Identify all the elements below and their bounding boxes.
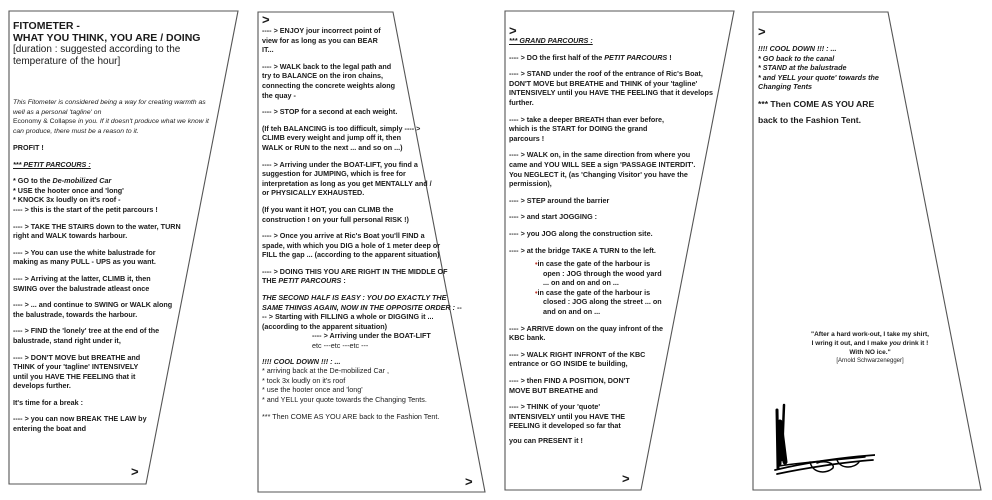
- step-first-half-petit: PETIT PARCOURS: [604, 52, 668, 62]
- step-first-half-end: !: [667, 52, 672, 62]
- start-item-4: ---- > this is the start of the petit parcours !: [13, 204, 158, 214]
- quote-line-2: [790, 339, 950, 348]
- panel-4: [758, 44, 908, 128]
- panel-1: [13, 20, 231, 434]
- duration-note: [duration : suggested according to the temperature of the hour]: [13, 44, 181, 67]
- cooldown-item-3: * use the hooter once and 'long': [262, 385, 363, 395]
- cooldown-item-4: * and YELL your quote towards the Changing Tents.: [262, 395, 427, 404]
- start-item-1-car: De-mobilized Car: [52, 176, 112, 186]
- quote-line-2c: drink it !: [900, 340, 929, 347]
- cooldown-list: [758, 44, 908, 92]
- step-kbc: ---- > WALK RIGHT INFRONT of the KBC entrance or GO INSIDE te building,: [509, 349, 646, 369]
- hot-note: (If you want it HOT, you can CLIMB the construction ! on your full personal RISK !): [262, 204, 409, 224]
- cooldown-list: [262, 357, 472, 405]
- gate-open-option: • in case the gate of the harbour is open : JOG through the wood yard ... on and on and on ...: [535, 259, 665, 288]
- step-stop: ---- > STOP for a second at each weight.: [262, 107, 398, 117]
- step-walk-on: ---- > WALK on, in the same direction from where you came and YOU WILL SEE a sign 'PASSAGE INTERDIT'. You NEGLECT it, (as 'Changing Visitor' you have the permission),: [509, 150, 696, 189]
- step-present: you can PRESENT it !: [509, 436, 583, 445]
- balancing-note: (If teh BALANCING is too difficult, simply ---- > CLIMB every weight and jump off it, then WALK or RUN to the next ... and so on ...): [262, 123, 421, 152]
- step-stand: ---- > STAND under the roof of the entrance of Ric's Boat, DON'T MOVE but BREATHE and THINK of your 'tagline' INTENSIVELY until you HAVE THE FEELING that it develops further.: [509, 69, 713, 107]
- second-half-step-1: ---- > Starting with FILLING a whole or DIGGING it ... (according to the apparent situation): [262, 302, 462, 331]
- quote-author: [Arnold Schwarzenegger]: [836, 358, 904, 364]
- title-line-1: FITOMETER -: [13, 20, 80, 32]
- step-first-half-text: ---- > DO the first half of the: [509, 52, 605, 62]
- step-think: ---- > THINK of your 'quote' INTENSIVELY until you HAVE THE FEELING it developed so far that: [509, 402, 626, 431]
- second-half: [262, 293, 462, 351]
- closing-line-1: *** Then COME AS YOU ARE: [758, 98, 875, 109]
- step-tree: ---- > FIND the 'lonely' tree at the end of the balustrade, stand right under it,: [13, 326, 160, 345]
- continue-arrow-3-top: >: [509, 23, 517, 38]
- start-item-1: * GO to the: [13, 176, 53, 186]
- schwarzenegger-quote: [790, 330, 950, 366]
- step-swing: ---- > ... and continue to SWING or WALK along the balustrade, towards the harbour.: [13, 300, 173, 319]
- closing-line: *** Then COME AS YOU ARE back to the Fashion Tent.: [262, 411, 440, 421]
- cooldown-heading: !!!! COOL DOWN !!! : ...: [758, 44, 837, 53]
- step-breathe: ---- > DON'T MOVE but BREATHE and THINK of your 'tagline' INTENSIVELY until you HAVE THE FEELING that it develops further.: [13, 352, 141, 391]
- intro-part-2: Economy & Collapse: [13, 118, 77, 125]
- step-arrive: ---- > ARRIVE down on the quay infront of the KBC bank.: [509, 323, 664, 343]
- step-climb: ---- > Arriving at the latter, CLIMB it, then SWING over the balustrade atleast once: [13, 273, 151, 293]
- continue-arrow-4-top: >: [758, 24, 766, 39]
- step-middle-text: ---- > DOING THIS YOU ARE RIGHT IN THE MIDDLE OF THE: [262, 266, 448, 286]
- closing-line-2: back to the Fashion Tent.: [758, 114, 861, 125]
- panel-2: [262, 26, 482, 428]
- petit-parcours-heading: *** PETIT PARCOURS :: [13, 159, 91, 169]
- break-label: It's time for a break :: [13, 397, 84, 407]
- step-first-half: [509, 53, 731, 63]
- quote-line-2a: I wring it out, and I make: [811, 340, 890, 347]
- step-enjoy: ---- > ENJOY jour incorrect point of view for as long as you can BEAR IT...: [262, 26, 381, 55]
- step-position: ---- > then FIND A POSITION, DON'T MOVE BUT BREATHE and: [509, 376, 630, 395]
- grand-parcours-heading: *** GRAND PARCOURS :: [509, 36, 593, 45]
- continue-arrow-1[interactable]: >: [131, 464, 139, 479]
- step-pullups: ---- > You can use the white balustrade for making as many PULL - UPS as you want.: [13, 247, 156, 267]
- cooldown-item-1: * GO back to the canal: [758, 53, 835, 63]
- cooldown-item-1: * arriving back at the De-mobilized Car ,: [262, 366, 390, 376]
- step-jogging: ---- > and start JOGGING :: [509, 212, 598, 222]
- cooldown-heading: !!!! COOL DOWN !!! : ...: [262, 356, 341, 366]
- intro-part-1: This Fitometer is considered being a way for creating warmth as well as a personal 'tagline' on: [13, 99, 206, 116]
- closing-line: [758, 96, 908, 128]
- step-bridge: ---- > at the bridge TAKE A TURN to the left.: [509, 245, 656, 255]
- intro-text: [13, 98, 211, 136]
- continue-arrow-3[interactable]: >: [622, 471, 630, 486]
- signature-drawing: [765, 400, 875, 480]
- cooldown-item-2: * STAND at the balustrade: [758, 63, 847, 73]
- quote-line-1: "After a hard work-out, I take my shirt,: [811, 331, 929, 338]
- intro-part-3: in you. If it doesn't produce what we know it can produce, there must be a reason to it.: [13, 118, 209, 135]
- second-half-etc: etc ---etc ---etc ---: [312, 341, 369, 351]
- second-half-step-2: ---- > Arriving under the BOAT-LIFT: [312, 331, 431, 341]
- title-line-2: WHAT YOU THINK, YOU ARE / DOING: [13, 32, 201, 44]
- start-item-2: * USE the hooter once and 'long': [13, 185, 124, 195]
- step-middle: [262, 267, 452, 286]
- panel-3: [509, 36, 731, 453]
- continue-arrow-2[interactable]: >: [465, 474, 473, 489]
- step-barrier: ---- > STEP around the barrier: [509, 195, 610, 205]
- gate-closed-option: • in case the gate of the harbour is closed : JOG along the street ... on and on and on ...: [535, 288, 665, 317]
- gate-options: [535, 259, 665, 317]
- page-title: [13, 20, 231, 44]
- cooldown-item-2: * tock 3x loudly on it's roof: [262, 375, 346, 385]
- second-half-heading: THE SECOND HALF IS EASY : YOU DO EXACTLY THE SAME THINGS AGAIN, NOW IN THE OPPOSITE ORDER :: [262, 293, 456, 312]
- step-breath: ---- > take a deeper BREATH than ever before, which is the START for DOING the grand parcours !: [509, 114, 665, 143]
- quote-line-3: With NO ice.": [849, 349, 891, 356]
- cooldown-item-3: * and YELL your quote' towards the Changing Tents: [758, 72, 879, 92]
- step-walk-back: ---- > WALK back to the legal path and try to BALANCE on the iron chains, connecting the concrete weights along the quay -: [262, 61, 395, 100]
- step-middle-petit: PETIT PARCOURS: [278, 276, 342, 286]
- step-middle-end: :: [341, 276, 346, 286]
- step-stairs: ---- > TAKE THE STAIRS down to the water, TURN right and WALK towards harbour.: [13, 221, 181, 241]
- step-boatlift: ---- > Arriving under the BOAT-LIFT, you find a suggestion for JUMPING, which is free for interpretation as long as you get MENTALLY and / or PHYSICALLY EXHAUSTED.: [262, 159, 432, 198]
- profit-label: PROFIT !: [13, 143, 44, 152]
- step-law: ---- > you can now BREAK THE LAW by entering the boat and: [13, 414, 147, 434]
- continue-arrow-2-top: >: [262, 12, 270, 27]
- step-jog-site: ---- > you JOG along the construction site.: [509, 228, 653, 238]
- start-list: [13, 176, 193, 214]
- quote-line-2b: you: [889, 340, 901, 347]
- step-spade: ---- > Once you arrive at Ric's Boat you'll FIND a spade, with which you DIG a hole of 1 meter deep or FILL the gap ... (according to the apparent situation): [262, 231, 441, 260]
- start-item-3: * KNOCK 3x loudly on it's roof -: [13, 195, 121, 205]
